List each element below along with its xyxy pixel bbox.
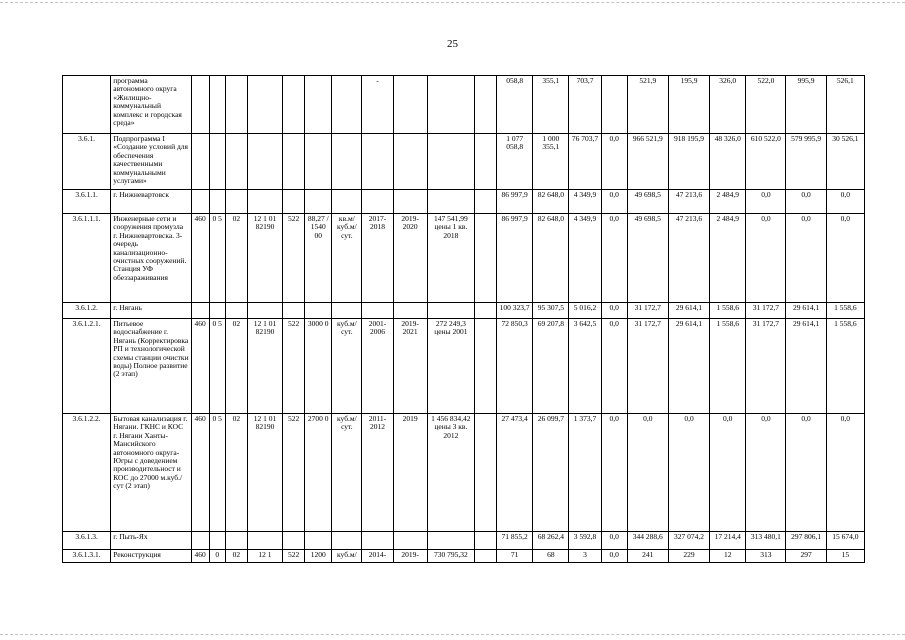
- cell-subsection: [225, 303, 247, 319]
- cell-grbs: [191, 532, 209, 550]
- cell-value: 344 288,6: [627, 532, 668, 550]
- cell-value: 30 526,1: [826, 134, 864, 190]
- cell-value: 68: [533, 550, 569, 563]
- cell-value: 0,0: [746, 190, 786, 214]
- cell-design-period: [362, 134, 393, 190]
- cell-capacity: 3000 0: [305, 319, 332, 414]
- cell-value: 49 698,5: [627, 190, 668, 214]
- cell-blank: [474, 190, 496, 214]
- cell-value: 69 207,8: [533, 319, 569, 414]
- cell-blank: [474, 303, 496, 319]
- cell-unit: [332, 532, 362, 550]
- cell-grbs: [191, 303, 209, 319]
- cell-expense-type: [283, 190, 305, 214]
- cell-target-article: [247, 303, 282, 319]
- cell-section: [209, 76, 225, 134]
- cell-section: [209, 532, 225, 550]
- cell-code: 3.6.1.2.1.: [63, 319, 111, 414]
- cell-capacity: [305, 134, 332, 190]
- cell-expense-type: 522: [283, 214, 305, 303]
- cell-capacity: 88,27 / 1540 00: [305, 214, 332, 303]
- cell-expense-type: [283, 134, 305, 190]
- cell-value: 29 614,1: [786, 303, 826, 319]
- cell-section: [209, 134, 225, 190]
- cell-design-period: [362, 532, 393, 550]
- cell-grbs: 460: [191, 550, 209, 563]
- cell-value: [601, 76, 627, 134]
- cell-value: 27 473,4: [497, 414, 533, 532]
- cell-value: 058,8: [497, 76, 533, 134]
- cell-section: 0: [209, 550, 225, 563]
- cell-value: 4 349,9: [569, 190, 601, 214]
- cell-target-article: 12 1: [247, 550, 282, 563]
- cell-expense-type: [283, 76, 305, 134]
- cell-section: 0 5: [209, 319, 225, 414]
- cell-value: 31 172,7: [746, 303, 786, 319]
- cell-value: 313 480,1: [746, 532, 786, 550]
- table-row: [63, 76, 865, 134]
- cell-subsection: 02: [225, 319, 247, 414]
- cell-name: Питьевое водоснабжение г. Нягань (Корректировка РП и технологической схемы станции очистки воды) Полное развитие (2 этап): [111, 319, 191, 414]
- cell-subsection: 02: [225, 214, 247, 303]
- cell-value: 0,0: [786, 414, 826, 532]
- cell-design-period: [362, 303, 393, 319]
- cell-value: 229: [668, 550, 709, 563]
- cell-value: 0,0: [601, 190, 627, 214]
- table-row: [63, 214, 865, 303]
- budget-table-container: [62, 75, 865, 572]
- cell-target-article: [247, 190, 282, 214]
- cell-value: 2 484,9: [710, 190, 746, 214]
- cell-unit: [332, 76, 362, 134]
- cell-value: 0,0: [601, 319, 627, 414]
- cell-build-period: [393, 134, 427, 190]
- cell-value: 26 099,7: [533, 414, 569, 532]
- cell-value: 0,0: [746, 414, 786, 532]
- cell-capacity: 1200: [305, 550, 332, 563]
- cell-value: 995,9: [786, 76, 826, 134]
- cell-capacity: [305, 190, 332, 214]
- cell-value: 3: [569, 550, 601, 563]
- cell-expense-type: [283, 303, 305, 319]
- cell-code: 3.6.1.3.: [63, 532, 111, 550]
- cell-value: 0,0: [601, 303, 627, 319]
- cell-build-period: [393, 303, 427, 319]
- cell-value: 17 214,4: [710, 532, 746, 550]
- cell-value: 579 995,9: [786, 134, 826, 190]
- scan-edge-bottom: [0, 634, 905, 637]
- cell-value: 0,0: [668, 414, 709, 532]
- cell-value: 0,0: [627, 414, 668, 532]
- cell-design-period: -: [362, 76, 393, 134]
- cell-blank: [474, 414, 496, 532]
- cell-grbs: [191, 134, 209, 190]
- cell-value: 86 997,9: [497, 214, 533, 303]
- cell-estimated-cost: [427, 303, 474, 319]
- cell-estimated-cost: 147 541,99 цены 1 кв. 2018: [427, 214, 474, 303]
- cell-value: 326,0: [710, 76, 746, 134]
- cell-grbs: [191, 76, 209, 134]
- cell-value: 76 703,7: [569, 134, 601, 190]
- cell-value: 31 172,7: [627, 303, 668, 319]
- budget-table: [62, 75, 865, 563]
- cell-value: 3 592,8: [569, 532, 601, 550]
- cell-estimated-cost: [427, 190, 474, 214]
- cell-unit: кв.м/ куб.м/ сут.: [332, 214, 362, 303]
- cell-value: 0,0: [601, 550, 627, 563]
- table-row: [63, 134, 865, 190]
- cell-blank: [474, 76, 496, 134]
- cell-value: 521,9: [627, 76, 668, 134]
- cell-blank: [474, 319, 496, 414]
- cell-estimated-cost: 730 795,32: [427, 550, 474, 563]
- cell-name: программа автономного округа «Жилищно-коммунальный комплекс и городская среда»: [111, 76, 191, 134]
- cell-code: 3.6.1.3.1.: [63, 550, 111, 563]
- cell-value: 918 195,9: [668, 134, 709, 190]
- cell-value: 610 522,0: [746, 134, 786, 190]
- cell-build-period: 2019: [393, 414, 427, 532]
- cell-name: г. Нижневартовск: [111, 190, 191, 214]
- cell-build-period: 2019-2020: [393, 214, 427, 303]
- cell-subsection: [225, 76, 247, 134]
- page-number: 25: [447, 38, 458, 50]
- cell-value: 3 642,5: [569, 319, 601, 414]
- table-row: [63, 303, 865, 319]
- cell-code: 3.6.1.1.1.: [63, 214, 111, 303]
- cell-subsection: [225, 532, 247, 550]
- cell-value: 82 648,0: [533, 214, 569, 303]
- cell-value: 297: [786, 550, 826, 563]
- cell-estimated-cost: 1 456 834,42 цены 3 кв. 2012: [427, 414, 474, 532]
- cell-value: 2 484,9: [710, 214, 746, 303]
- cell-capacity: 2700 0: [305, 414, 332, 532]
- cell-value: 95 307,5: [533, 303, 569, 319]
- cell-name: Инженерные сети и сооружения промузла г. Нижневартовска. 3-очередь канализационно-очистных сооружений. Станция УФ обеззараживания: [111, 214, 191, 303]
- cell-code: 3.6.1.1.: [63, 190, 111, 214]
- cell-blank: [474, 214, 496, 303]
- cell-value: 15: [826, 550, 864, 563]
- cell-value: 0,0: [826, 414, 864, 532]
- cell-unit: куб.м/ сут.: [332, 319, 362, 414]
- cell-value: 355,1: [533, 76, 569, 134]
- cell-grbs: 460: [191, 414, 209, 532]
- cell-value: 241: [627, 550, 668, 563]
- cell-target-article: [247, 134, 282, 190]
- cell-target-article: 12 1 01 82190: [247, 414, 282, 532]
- table-row: [63, 319, 865, 414]
- table-row: [63, 550, 865, 563]
- cell-design-period: 2001-2006: [362, 319, 393, 414]
- cell-value: 71 855,2: [497, 532, 533, 550]
- table-row: [63, 414, 865, 532]
- cell-section: 0 5: [209, 414, 225, 532]
- cell-estimated-cost: [427, 134, 474, 190]
- cell-grbs: [191, 190, 209, 214]
- cell-name: г. Нягань: [111, 303, 191, 319]
- cell-value: 12: [710, 550, 746, 563]
- cell-build-period: 2019-: [393, 550, 427, 563]
- cell-value: 31 172,7: [746, 319, 786, 414]
- cell-value: 195,9: [668, 76, 709, 134]
- cell-expense-type: [283, 532, 305, 550]
- cell-build-period: 2019-2021: [393, 319, 427, 414]
- cell-build-period: [393, 190, 427, 214]
- cell-value: 1 077 058,8: [497, 134, 533, 190]
- cell-value: 526,1: [826, 76, 864, 134]
- cell-section: [209, 190, 225, 214]
- cell-value: 1 373,7: [569, 414, 601, 532]
- cell-value: 1 558,6: [826, 319, 864, 414]
- cell-section: 0 5: [209, 214, 225, 303]
- cell-value: 966 521,9: [627, 134, 668, 190]
- cell-code: 3.6.1.: [63, 134, 111, 190]
- cell-subsection: 02: [225, 550, 247, 563]
- cell-estimated-cost: [427, 532, 474, 550]
- cell-build-period: [393, 76, 427, 134]
- cell-subsection: [225, 134, 247, 190]
- cell-value: 0,0: [601, 214, 627, 303]
- cell-value: 0,0: [710, 414, 746, 532]
- cell-design-period: [362, 190, 393, 214]
- cell-unit: [332, 134, 362, 190]
- cell-value: 0,0: [746, 214, 786, 303]
- cell-target-article: [247, 532, 282, 550]
- cell-name: Подпрограмма I «Создание условий для обеспечения качественными коммунальными услугами»: [111, 134, 191, 190]
- cell-value: 703,7: [569, 76, 601, 134]
- cell-value: 0,0: [826, 214, 864, 303]
- cell-value: 15 674,0: [826, 532, 864, 550]
- cell-value: 47 213,6: [668, 190, 709, 214]
- cell-value: 49 698,5: [627, 214, 668, 303]
- cell-capacity: [305, 303, 332, 319]
- cell-value: 31 172,7: [627, 319, 668, 414]
- cell-value: 100 323,7: [497, 303, 533, 319]
- cell-target-article: 12 1 01 82190: [247, 319, 282, 414]
- cell-value: 82 648,0: [533, 190, 569, 214]
- cell-expense-type: 522: [283, 550, 305, 563]
- cell-section: [209, 303, 225, 319]
- cell-blank: [474, 532, 496, 550]
- cell-estimated-cost: [427, 76, 474, 134]
- cell-unit: [332, 303, 362, 319]
- cell-value: 0,0: [601, 134, 627, 190]
- cell-value: 29 614,1: [668, 303, 709, 319]
- cell-design-period: 2014-: [362, 550, 393, 563]
- cell-value: 313: [746, 550, 786, 563]
- cell-grbs: 460: [191, 214, 209, 303]
- cell-expense-type: 522: [283, 319, 305, 414]
- cell-value: 522,0: [746, 76, 786, 134]
- cell-name: Реконструкция: [111, 550, 191, 563]
- table-row: [63, 532, 865, 550]
- cell-code: 3.6.1.2.2.: [63, 414, 111, 532]
- cell-value: 0,0: [601, 532, 627, 550]
- cell-target-article: [247, 76, 282, 134]
- cell-value: 297 806,1: [786, 532, 826, 550]
- cell-subsection: 02: [225, 414, 247, 532]
- cell-value: 327 074,2: [668, 532, 709, 550]
- cell-value: 1 558,6: [710, 303, 746, 319]
- cell-code: [63, 76, 111, 134]
- cell-estimated-cost: 272 249,3 цены 2001: [427, 319, 474, 414]
- cell-expense-type: 522: [283, 414, 305, 532]
- cell-design-period: 2011-2012: [362, 414, 393, 532]
- cell-value: 29 614,1: [786, 319, 826, 414]
- cell-value: 0,0: [786, 214, 826, 303]
- cell-value: 68 262,4: [533, 532, 569, 550]
- cell-subsection: [225, 190, 247, 214]
- cell-build-period: [393, 532, 427, 550]
- cell-value: 86 997,9: [497, 190, 533, 214]
- cell-target-article: 12 1 01 82190: [247, 214, 282, 303]
- scan-edge-top: [0, 2, 905, 6]
- cell-value: 1 558,6: [710, 319, 746, 414]
- cell-unit: куб.м/ сут.: [332, 414, 362, 532]
- cell-grbs: 460: [191, 319, 209, 414]
- cell-design-period: 2017-2018: [362, 214, 393, 303]
- cell-unit: [332, 190, 362, 214]
- cell-name: Бытовая канализация г. Нягани. ГКНС и КОС г. Нягани Ханты-Мансийского автономного округа-Югры с доведением производительност и КОС до 27000 м.куб./сут (2 этап): [111, 414, 191, 532]
- cell-value: 72 850,3: [497, 319, 533, 414]
- cell-unit: куб.м/: [332, 550, 362, 563]
- cell-value: 0,0: [826, 190, 864, 214]
- cell-name: г. Пыть-Ях: [111, 532, 191, 550]
- cell-blank: [474, 134, 496, 190]
- cell-value: 47 213,6: [668, 214, 709, 303]
- cell-value: 1 000 355,1: [533, 134, 569, 190]
- cell-code: 3.6.1.2.: [63, 303, 111, 319]
- cell-value: 0,0: [601, 414, 627, 532]
- cell-capacity: [305, 532, 332, 550]
- cell-value: 0,0: [786, 190, 826, 214]
- cell-value: 4 349,9: [569, 214, 601, 303]
- cell-value: 48 326,0: [710, 134, 746, 190]
- cell-capacity: [305, 76, 332, 134]
- cell-value: 5 016,2: [569, 303, 601, 319]
- cell-value: 71: [497, 550, 533, 563]
- cell-value: 1 558,6: [826, 303, 864, 319]
- table-row: [63, 190, 865, 214]
- cell-blank: [474, 550, 496, 563]
- cell-value: 29 614,1: [668, 319, 709, 414]
